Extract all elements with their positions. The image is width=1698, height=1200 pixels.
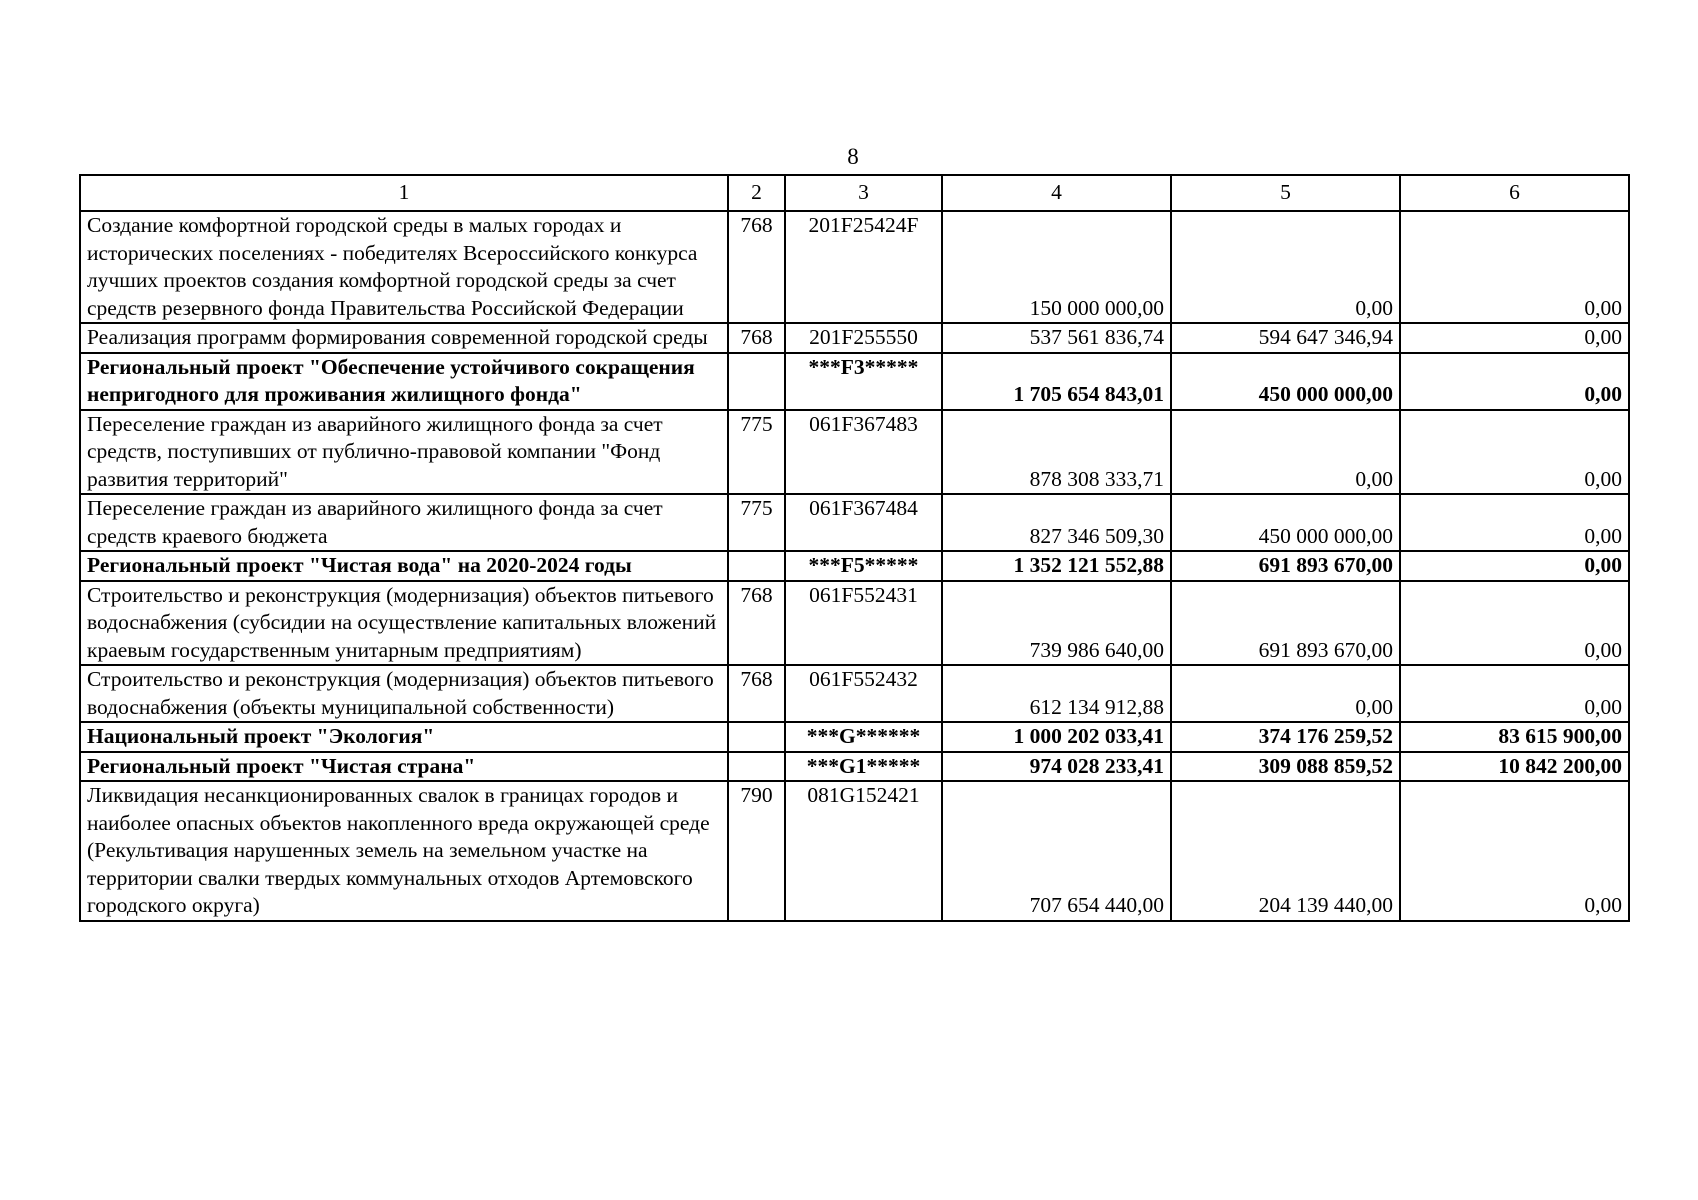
table-row <box>80 665 1629 722</box>
row-value-col6-cell: 0,00 <box>1400 494 1629 551</box>
row-grbs-cell: 775 <box>728 410 785 495</box>
row-csr-cell: ***G1***** <box>785 752 942 782</box>
row-value-col4-cell: 974 028 233,41 <box>942 752 1171 782</box>
row-csr-cell: 081G152421 <box>785 781 942 921</box>
row-value-col6-cell: 0,00 <box>1400 665 1629 722</box>
row-value-col5-cell: 691 893 670,00 <box>1171 551 1400 581</box>
row-csr-cell: ***F5***** <box>785 551 942 581</box>
row-name-cell: Строительство и реконструкция (модернизация) объектов питьевого водоснабжения (субсидии на осуществление капитальных вложений краевым государственным унитарным предприятиям) <box>80 581 728 666</box>
row-csr-cell: 061F367484 <box>785 494 942 551</box>
row-name-cell: Региональный проект "Обеспечение устойчивого сокращения непригодного для проживания жилищного фонда" <box>80 353 728 410</box>
row-value-col6-cell: 83 615 900,00 <box>1400 722 1629 752</box>
row-value-col5-cell: 309 088 859,52 <box>1171 752 1400 782</box>
table-row <box>80 581 1629 666</box>
row-csr-cell: 061F367483 <box>785 410 942 495</box>
row-value-col4-cell: 1 000 202 033,41 <box>942 722 1171 752</box>
row-value-col4-cell: 1 352 121 552,88 <box>942 551 1171 581</box>
row-value-col4-cell: 878 308 333,71 <box>942 410 1171 495</box>
row-grbs-cell: 790 <box>728 781 785 921</box>
table-header-row <box>80 175 1629 211</box>
row-name-cell: Региональный проект "Чистая вода" на 2020-2024 годы <box>80 551 728 581</box>
row-grbs-cell: 768 <box>728 665 785 722</box>
row-grbs-cell <box>728 551 785 581</box>
page-number-text: 8 <box>847 144 859 169</box>
row-grbs-cell <box>728 752 785 782</box>
budget-table-body <box>80 175 1629 921</box>
table-row <box>80 494 1629 551</box>
row-name-cell: Национальный проект "Экология" <box>80 722 728 752</box>
row-grbs-cell: 768 <box>728 581 785 666</box>
row-name-cell: Ликвидация несанкционированных свалок в границах городов и наиболее опасных объектов накопленного вреда окружающей среде (Рекультивация нарушенных земель на земельном участке на территории свалки твердых коммунальных отходов Артемовского городского округа) <box>80 781 728 921</box>
row-value-col5-cell: 594 647 346,94 <box>1171 323 1400 353</box>
row-value-col6-cell: 0,00 <box>1400 211 1629 323</box>
row-grbs-cell: 768 <box>728 323 785 353</box>
row-csr-cell: 201F25424F <box>785 211 942 323</box>
header-col-1: 1 <box>80 175 728 211</box>
row-value-col5-cell: 0,00 <box>1171 665 1400 722</box>
row-value-col6-cell: 0,00 <box>1400 781 1629 921</box>
row-name-cell: Создание комфортной городской среды в малых городах и исторических поселениях - победителях Всероссийского конкурса лучших проектов создания комфортной городской среды за счет средств резервного фонда Правительства Российской Федерации <box>80 211 728 323</box>
header-col-3: 3 <box>785 175 942 211</box>
row-grbs-cell <box>728 353 785 410</box>
row-value-col4-cell: 612 134 912,88 <box>942 665 1171 722</box>
row-value-col5-cell: 691 893 670,00 <box>1171 581 1400 666</box>
row-value-col6-cell: 0,00 <box>1400 581 1629 666</box>
row-value-col4-cell: 739 986 640,00 <box>942 581 1171 666</box>
row-value-col6-cell: 0,00 <box>1400 410 1629 495</box>
table-row <box>80 551 1629 581</box>
row-name-cell: Реализация программ формирования современной городской среды <box>80 323 728 353</box>
table-row <box>80 353 1629 410</box>
row-value-col5-cell: 204 139 440,00 <box>1171 781 1400 921</box>
row-value-col5-cell: 374 176 259,52 <box>1171 722 1400 752</box>
header-col-5: 5 <box>1171 175 1400 211</box>
row-csr-cell: 061F552432 <box>785 665 942 722</box>
row-value-col6-cell: 0,00 <box>1400 323 1629 353</box>
row-value-col5-cell: 450 000 000,00 <box>1171 494 1400 551</box>
row-value-col6-cell: 10 842 200,00 <box>1400 752 1629 782</box>
row-value-col5-cell: 0,00 <box>1171 410 1400 495</box>
table-row <box>80 781 1629 921</box>
table-row <box>80 722 1629 752</box>
row-csr-cell: 061F552431 <box>785 581 942 666</box>
budget-table <box>79 174 1630 922</box>
header-col-2: 2 <box>728 175 785 211</box>
row-value-col6-cell: 0,00 <box>1400 551 1629 581</box>
header-col-4: 4 <box>942 175 1171 211</box>
row-csr-cell: ***F3***** <box>785 353 942 410</box>
row-value-col4-cell: 1 705 654 843,01 <box>942 353 1171 410</box>
row-grbs-cell: 768 <box>728 211 785 323</box>
row-csr-cell: 201F255550 <box>785 323 942 353</box>
page-number <box>0 144 1698 170</box>
row-value-col4-cell: 537 561 836,74 <box>942 323 1171 353</box>
row-name-cell: Переселение граждан из аварийного жилищного фонда за счет средств, поступивших от публично-правовой компании "Фонд развития территорий" <box>80 410 728 495</box>
row-value-col5-cell: 0,00 <box>1171 211 1400 323</box>
table-row <box>80 752 1629 782</box>
row-value-col4-cell: 150 000 000,00 <box>942 211 1171 323</box>
row-name-cell: Строительство и реконструкция (модернизация) объектов питьевого водоснабжения (объекты муниципальной собственности) <box>80 665 728 722</box>
row-name-cell: Переселение граждан из аварийного жилищного фонда за счет средств краевого бюджета <box>80 494 728 551</box>
row-value-col6-cell: 0,00 <box>1400 353 1629 410</box>
header-col-6: 6 <box>1400 175 1629 211</box>
row-value-col5-cell: 450 000 000,00 <box>1171 353 1400 410</box>
table-row <box>80 410 1629 495</box>
row-grbs-cell: 775 <box>728 494 785 551</box>
row-grbs-cell <box>728 722 785 752</box>
table-row <box>80 323 1629 353</box>
row-value-col4-cell: 827 346 509,30 <box>942 494 1171 551</box>
row-value-col4-cell: 707 654 440,00 <box>942 781 1171 921</box>
row-csr-cell: ***G****** <box>785 722 942 752</box>
table-row <box>80 211 1629 323</box>
row-name-cell: Региональный проект "Чистая страна" <box>80 752 728 782</box>
